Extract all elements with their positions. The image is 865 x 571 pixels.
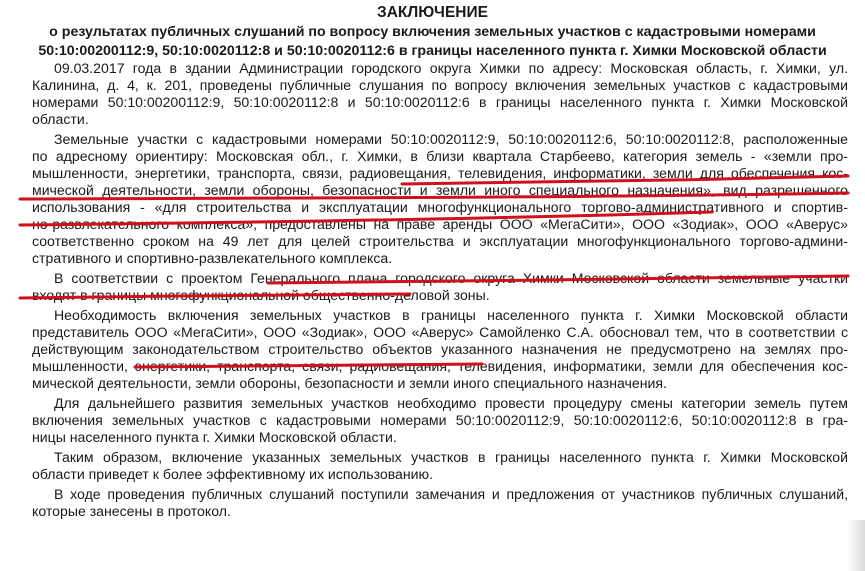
document-subtitle — [0, 23, 865, 61]
paragraph-line: включения земельных участков с кадастровыми номерами 50:10:0020112:9, 50:10:0020112:6, 50:10:0020112:8 в гра- — [32, 412, 848, 428]
page-edge-shadow — [847, 520, 865, 571]
paragraph — [32, 486, 848, 520]
paragraph-line: В соответствии с проектом Генерального плана городского округа Химки Московской области земельные участки — [54, 270, 848, 286]
paragraph-line: стративного и спортивно-развлекательного комплекса. — [32, 250, 393, 266]
paragraph — [32, 449, 848, 483]
paragraph-line: ницы населенного пункта г. Химки Московской области. — [32, 429, 397, 445]
paragraph-line: области. — [32, 111, 89, 127]
paragraph-line: Необходимость включения земельных участков в границы населенного пункта г. Химки Московской области — [54, 307, 848, 323]
subtitle-line: 50:10:00200112:9, 50:10:0020112:8 и 50:10:0020112:6 в границы населенного пункта г. Химки Московской области — [38, 43, 827, 59]
paragraph-line: номерами 50:10:00200112:9, 50:10:0020112:8 и 50:10:0020112:6 в границы населенного пункта г. Химки Московской — [32, 94, 848, 110]
paragraph — [32, 270, 848, 304]
paragraph-line: но-развлекательного комплекса», предоставлены на праве аренды ООО «МегаСити», ООО «Зодиак», ООО «Аверус» — [32, 216, 848, 232]
paragraph-line: действующим законодательством строительство объектов указанного назначения не предусмотрено на землях про- — [32, 341, 848, 357]
paragraph-line: 09.03.2017 года в здании Администрации городского округа Химки по адресу: Московская область, г. Химки, ул. — [54, 60, 848, 76]
paragraph — [32, 395, 848, 446]
paragraph-line: Калинина, д. 4, к. 201, проведены публичные слушания по вопросу включения земельных участков с кадастровыми — [32, 77, 848, 93]
paragraph-line: мышленности, энергетики, транспорта, связи, радиовещания, телевидения, информатики, земли для обеспечения кос- — [32, 165, 848, 181]
paragraph-line: Таким образом, включение указанных земельных участков в границы населенного пункта г. Химки Московской — [54, 449, 848, 465]
subtitle-line: о результатах публичных слушаний по вопросу включения земельных участков с кадастровыми номерами — [49, 24, 816, 40]
paragraph-line: представитель ООО «МегаСити», ООО «Зодиак», ООО «Аверус» Самойленко С.А. обосновал тем, что в соответствии с — [32, 324, 848, 340]
paragraph-line: мической деятельности, земли обороны, безопасности и земли иного специального назначения», вид разрешенного — [32, 182, 848, 198]
paragraph-line: Земельные участки с кадастровыми номерами 50:10:0020112:9, 50:10:0020112:6, 50:10:0020112:8, расположенные — [54, 131, 848, 147]
paragraph-line: соответственно сроком на 49 лет для целей строительства и эксплуатации многофункционального торгово-админи- — [32, 233, 848, 249]
paragraph-line: использования - «для строительства и эксплуатации многофункционального торгово-административного и спортив- — [32, 199, 848, 215]
paragraph — [32, 307, 848, 392]
paragraph — [32, 60, 848, 128]
paragraph-line: мической деятельности, земли обороны, безопасности и земли иного специального назначения. — [32, 375, 667, 391]
document-title: ЗАКЛЮЧЕНИЕ — [377, 4, 488, 21]
paragraph-line: входят в границы многофункциональной общественно-деловой зоны. — [32, 287, 490, 303]
paragraph — [32, 131, 848, 267]
paragraph-line: области приведет к более эффективному их использованию. — [32, 466, 434, 482]
document-body — [32, 60, 848, 523]
paragraph-line: Для дальнейшего развития земельных участков необходимо провести процедуру смены категории земель путем — [54, 395, 848, 411]
paragraph-line: В ходе проведения публичных слушаний поступили замечания и предложения от участников публичных слушаний, — [54, 486, 848, 502]
paragraph-line: по адресному ориентиру: Московская обл., г. Химки, в близи квартала Старбеево, категория земель - «земли про- — [32, 148, 848, 164]
paragraph-line: которые занесены в протокол. — [32, 503, 231, 519]
paragraph-line: мышленности, энергетики, транспорта, связи, радиовещания, телевидения, информатики, земли для обеспечения кос- — [32, 358, 848, 374]
